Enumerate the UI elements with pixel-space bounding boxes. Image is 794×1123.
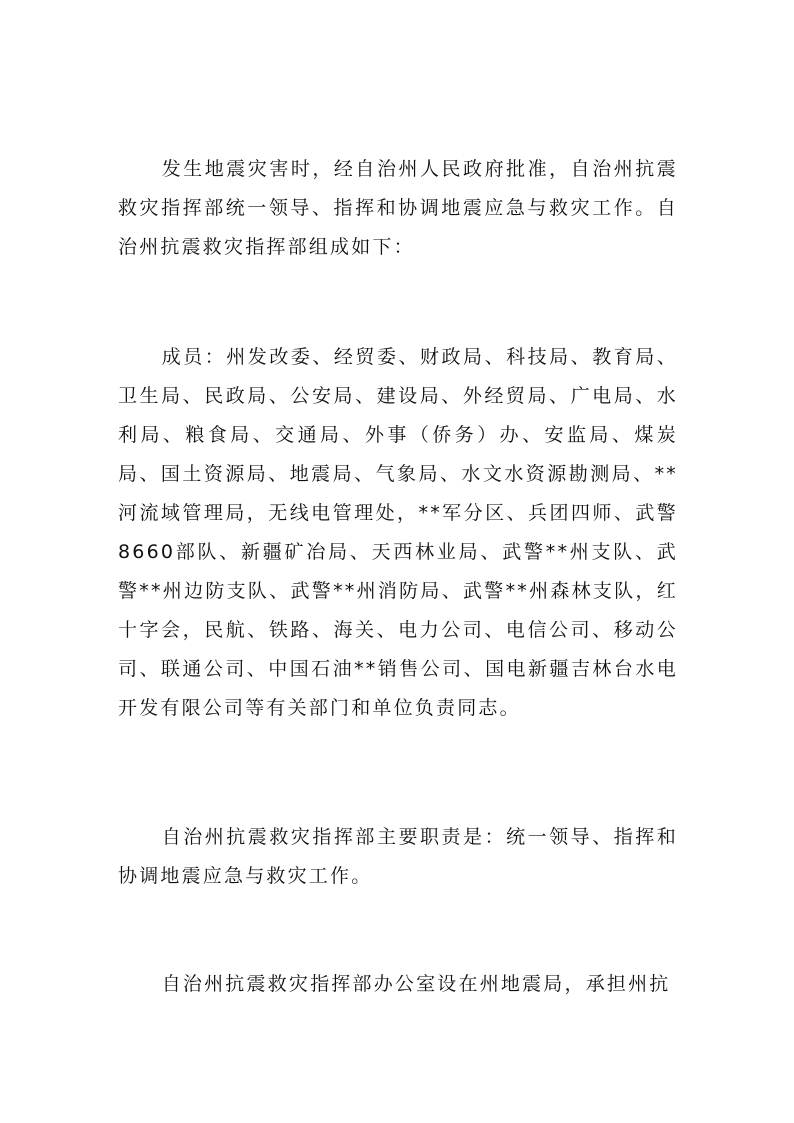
paragraph-earthquake-command: 发生地震灾害时，经自治州人民政府批准，自治州抗震救灾指挥部统一领导、指挥和协调地震应急与救灾工作。自治州抗震救灾指挥部组成如下： — [118, 158, 678, 258]
paragraph-responsibilities: 自治州抗震救灾指挥部主要职责是：统一领导、指挥和协调地震应急与救灾工作。 — [118, 826, 678, 887]
paragraph-office: 自治州抗震救灾指挥部办公室设在州地震局，承担州抗 — [161, 973, 671, 995]
paragraph-members: 成员：州发改委、经贸委、财政局、科技局、教育局、卫生局、民政局、公安局、建设局、外经贸局、广电局、水利局、粮食局、交通局、外事（侨务）办、安监局、煤炭局、国土资源局、地震局、气象局、水文水资源勘测局、**河流域管理局，无线电管理处，**军分区、兵团四师、武警8660部队、新疆矿冶局、天西林业局、武警**州支队、武警**州边防支队、武警**州消防局、武警**州森林支队，红十字会，民航、铁路、海关、电力公司、电信公司、移动公司、联通公司、中国石油**销售公司、国电新疆吉林台水电开发有限公司等有关部门和单位负责同志。 — [118, 346, 678, 719]
